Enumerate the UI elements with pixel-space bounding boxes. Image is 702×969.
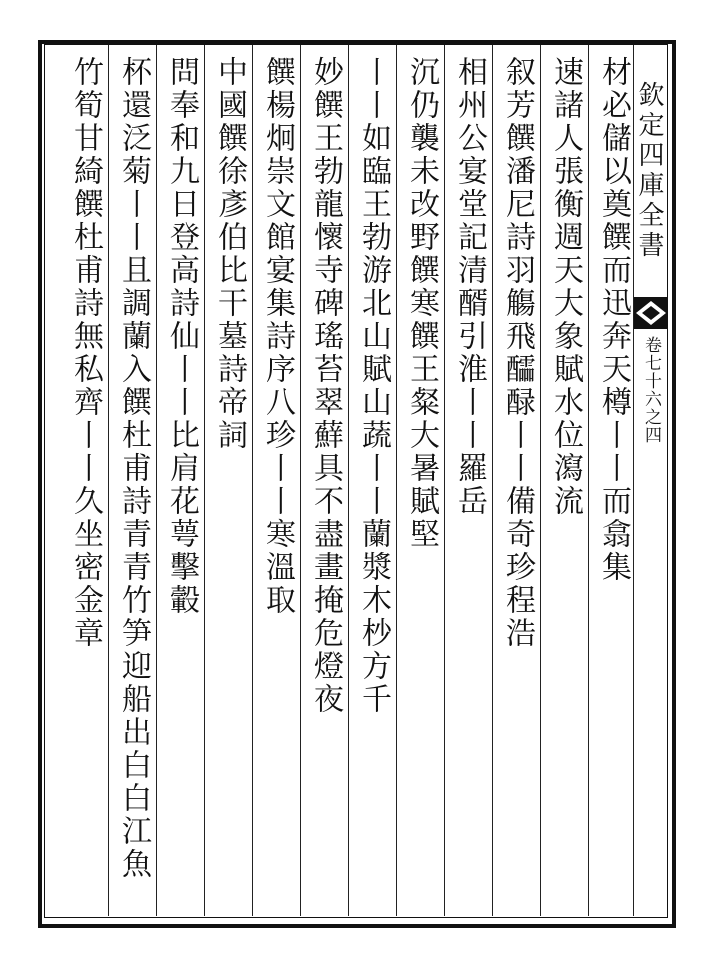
text-column: 叙芳饌潘尼詩羽觴飛醽醁丨丨備奇珍程浩	[500, 56, 535, 650]
volume-label: 卷七十六之四	[641, 336, 661, 444]
column-rule	[108, 45, 109, 916]
text-column: 妙饌王勃龍懷寺碑瑤苔翠蘚具不盡畫掩危燈夜	[308, 56, 343, 716]
fish-tail-mark-icon	[634, 297, 668, 329]
text-column: 竹筍甘綺饌杜甫詩無私齊丨丨久坐密金章	[68, 56, 103, 650]
text-column: 材必儲以奠饌而迅奔天樽丨丨而翕集	[596, 56, 631, 584]
text-column: 相州公宴堂記清醑引淮丨丨羅岳	[452, 56, 487, 518]
text-column: 問奉和九日登高詩仙丨丨比肩花萼擊轂	[164, 56, 199, 617]
column-rule	[588, 45, 589, 916]
column-rule	[492, 45, 493, 916]
column-rule	[348, 45, 349, 916]
text-column: 中國饌徐彥伯比干墓詩帝詞	[212, 56, 247, 452]
column-rule	[252, 45, 253, 916]
column-rule	[204, 45, 205, 916]
column-rule	[444, 45, 445, 916]
text-column: 沉仍襲未改野饌寒饌王粲大暑賦堅	[404, 56, 439, 551]
column-rule	[540, 45, 541, 916]
book-title: 欽定四庫全書	[634, 81, 664, 261]
text-column: 杯還泛菊丨丨且調蘭入饌杜甫詩青青竹笋迎船出白白江魚	[116, 56, 151, 881]
text-column: 速諸人張衡週天大象賦水位瀉流	[548, 56, 583, 518]
column-rule	[396, 45, 397, 916]
text-column: 饌楊炯崇文館宴集詩序八珍丨丨寒溫取	[260, 56, 295, 617]
text-column: 丨丨如臨王勃游北山賦山蔬丨丨蘭漿木杪方千	[356, 56, 391, 716]
column-rule	[156, 45, 157, 916]
column-rule	[300, 45, 301, 916]
